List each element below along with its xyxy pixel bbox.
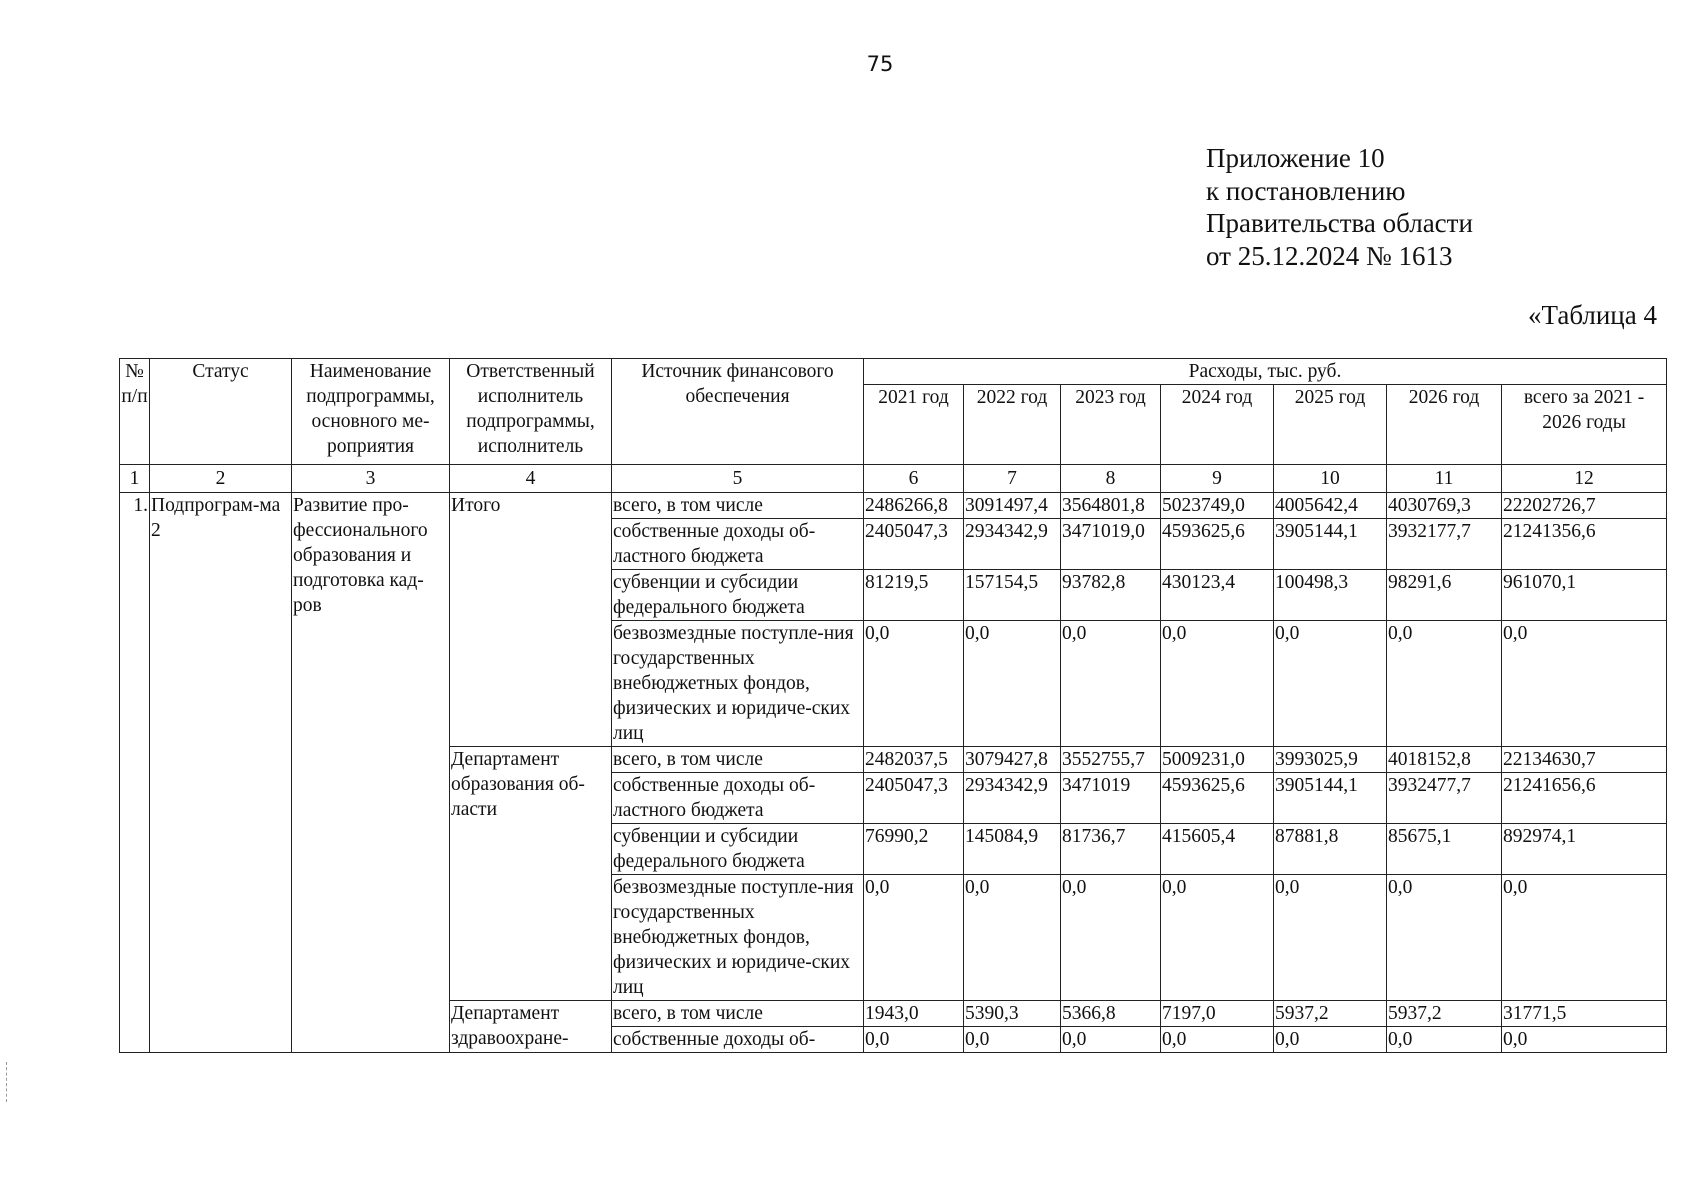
- cell-value: 0,0: [864, 875, 964, 1001]
- table-caption: «Таблица 4: [1528, 300, 1657, 330]
- cell-value: 2486266,8: [864, 493, 964, 519]
- cell-value: 22134630,7: [1502, 747, 1667, 773]
- cell-value: 2934342,9: [964, 773, 1061, 824]
- header-num: № п/п: [120, 359, 150, 465]
- cell-value: 3993025,9: [1274, 747, 1387, 773]
- cell-value: 3932477,7: [1387, 773, 1502, 824]
- header-executor: Ответственный исполнитель подпрограммы, исполнитель: [450, 359, 612, 465]
- col-number: 1: [120, 465, 150, 493]
- cell-value: 415605,4: [1161, 824, 1274, 875]
- cell-value: 5009231,0: [1161, 747, 1274, 773]
- cell-value: 2482037,5: [864, 747, 964, 773]
- cell-value: 0,0: [1387, 621, 1502, 747]
- header-status: Статус: [150, 359, 292, 465]
- cell-value: 3552755,7: [1061, 747, 1161, 773]
- cell-value: 2934342,9: [964, 519, 1061, 570]
- cell-value: 5023749,0: [1161, 493, 1274, 519]
- cell-value: 0,0: [1502, 875, 1667, 1001]
- cell-value: 5937,2: [1274, 1001, 1387, 1027]
- scan-margin-mark: [6, 1062, 10, 1102]
- cell-value: 0,0: [964, 621, 1061, 747]
- cell-value: 5390,3: [964, 1001, 1061, 1027]
- appendix-line: Правительства области: [1206, 208, 1473, 238]
- cell-value: 3079427,8: [964, 747, 1061, 773]
- cell-value: 145084,9: [964, 824, 1061, 875]
- cell-value: 2405047,3: [864, 773, 964, 824]
- cell-value: 2405047,3: [864, 519, 964, 570]
- cell-value: 0,0: [1274, 621, 1387, 747]
- row-source: собственные доходы об-: [612, 1027, 864, 1053]
- cell-value: 3564801,8: [1061, 493, 1161, 519]
- row-executor: Департамент здравоохране-: [450, 1001, 612, 1053]
- cell-value: 0,0: [1502, 621, 1667, 747]
- header-name: Наименование подпрограммы, основного ме-роприятия: [292, 359, 450, 465]
- cell-value: 0,0: [1061, 875, 1161, 1001]
- header-source: Источник финансового обеспечения: [612, 359, 864, 465]
- cell-value: 0,0: [1161, 1027, 1274, 1053]
- cell-value: 85675,1: [1387, 824, 1502, 875]
- cell-value: 0,0: [864, 1027, 964, 1053]
- cell-value: 5366,8: [1061, 1001, 1161, 1027]
- cell-value: 430123,4: [1161, 570, 1274, 621]
- row-executor: Департамент образования об-ласти: [450, 747, 612, 1001]
- row-source: безвозмездные поступле-ния государственных внебюджетных фондов, физических и юридиче-ских лиц: [612, 621, 864, 747]
- cell-value: 0,0: [1502, 1027, 1667, 1053]
- col-number: 11: [1387, 465, 1502, 493]
- header-year: 2021 год: [864, 385, 964, 465]
- cell-value: 0,0: [1387, 1027, 1502, 1053]
- col-number: 10: [1274, 465, 1387, 493]
- cell-value: 892974,1: [1502, 824, 1667, 875]
- cell-value: 4018152,8: [1387, 747, 1502, 773]
- cell-value: 87881,8: [1274, 824, 1387, 875]
- row-number: 1.: [120, 493, 150, 1053]
- cell-value: 3932177,7: [1387, 519, 1502, 570]
- header-total: всего за 2021 - 2026 годы: [1502, 385, 1667, 465]
- row-source: всего, в том числе: [612, 747, 864, 773]
- cell-value: 81219,5: [864, 570, 964, 621]
- col-number: 9: [1161, 465, 1274, 493]
- row-program-name: Развитие про-фессионального образования и подготовка кад-ров: [292, 493, 450, 1053]
- cell-value: 0,0: [1274, 875, 1387, 1001]
- cell-value: 4030769,3: [1387, 493, 1502, 519]
- col-number: 6: [864, 465, 964, 493]
- cell-value: 21241356,6: [1502, 519, 1667, 570]
- cell-value: 3905144,1: [1274, 773, 1387, 824]
- column-number-row: [120, 465, 1667, 493]
- cell-value: 0,0: [1161, 875, 1274, 1001]
- col-number: 2: [150, 465, 292, 493]
- cell-value: 22202726,7: [1502, 493, 1667, 519]
- cell-value: 0,0: [964, 875, 1061, 1001]
- cell-value: 7197,0: [1161, 1001, 1274, 1027]
- appendix-line: Приложение 10: [1206, 143, 1385, 173]
- cell-value: 21241656,6: [1502, 773, 1667, 824]
- header-year: 2024 год: [1161, 385, 1274, 465]
- row-source: безвозмездные поступле-ния государственных внебюджетных фондов, физических и юридиче-ских лиц: [612, 875, 864, 1001]
- row-source: всего, в том числе: [612, 493, 864, 519]
- col-number: 8: [1061, 465, 1161, 493]
- cell-value: 3471019,0: [1061, 519, 1161, 570]
- cell-value: 93782,8: [1061, 570, 1161, 621]
- row-source: всего, в том числе: [612, 1001, 864, 1027]
- cell-value: 76990,2: [864, 824, 964, 875]
- cell-value: 4593625,6: [1161, 519, 1274, 570]
- cell-value: 0,0: [1061, 621, 1161, 747]
- cell-value: 3091497,4: [964, 493, 1061, 519]
- cell-value: 3471019: [1061, 773, 1161, 824]
- col-number: 7: [964, 465, 1061, 493]
- col-number: 4: [450, 465, 612, 493]
- row-source: собственные доходы об-ластного бюджета: [612, 519, 864, 570]
- cell-value: 0,0: [964, 1027, 1061, 1053]
- cell-value: 0,0: [1274, 1027, 1387, 1053]
- header-year: 2026 год: [1387, 385, 1502, 465]
- cell-value: 0,0: [864, 621, 964, 747]
- cell-value: 157154,5: [964, 570, 1061, 621]
- col-number: 3: [292, 465, 450, 493]
- header-year: 2022 год: [964, 385, 1061, 465]
- col-number: 12: [1502, 465, 1667, 493]
- cell-value: 4593625,6: [1161, 773, 1274, 824]
- budget-table: [119, 358, 1667, 1053]
- table-row: [120, 493, 1667, 519]
- cell-value: 81736,7: [1061, 824, 1161, 875]
- header-year: 2025 год: [1274, 385, 1387, 465]
- cell-value: 1943,0: [864, 1001, 964, 1027]
- cell-value: 31771,5: [1502, 1001, 1667, 1027]
- header-year: 2023 год: [1061, 385, 1161, 465]
- cell-value: 961070,1: [1502, 570, 1667, 621]
- appendix-line: к постановлению: [1206, 175, 1406, 206]
- appendix-block: [1206, 142, 1473, 272]
- row-source: собственные доходы об-ластного бюджета: [612, 773, 864, 824]
- page-number: 75: [866, 52, 894, 76]
- cell-value: 100498,3: [1274, 570, 1387, 621]
- appendix-date-line: от 25.12.2024 № 1613: [1206, 240, 1453, 271]
- row-executor: Итого: [450, 493, 612, 747]
- row-status: Подпрограм-ма 2: [150, 493, 292, 1053]
- col-number: 5: [612, 465, 864, 493]
- cell-value: 4005642,4: [1274, 493, 1387, 519]
- header-expenses: Расходы, тыс. руб.: [864, 359, 1667, 385]
- cell-value: 3905144,1: [1274, 519, 1387, 570]
- cell-value: 5937,2: [1387, 1001, 1502, 1027]
- cell-value: 0,0: [1387, 875, 1502, 1001]
- cell-value: 98291,6: [1387, 570, 1502, 621]
- row-source: субвенции и субсидии федерального бюджета: [612, 824, 864, 875]
- cell-value: 0,0: [1061, 1027, 1161, 1053]
- row-source: субвенции и субсидии федерального бюджета: [612, 570, 864, 621]
- cell-value: 0,0: [1161, 621, 1274, 747]
